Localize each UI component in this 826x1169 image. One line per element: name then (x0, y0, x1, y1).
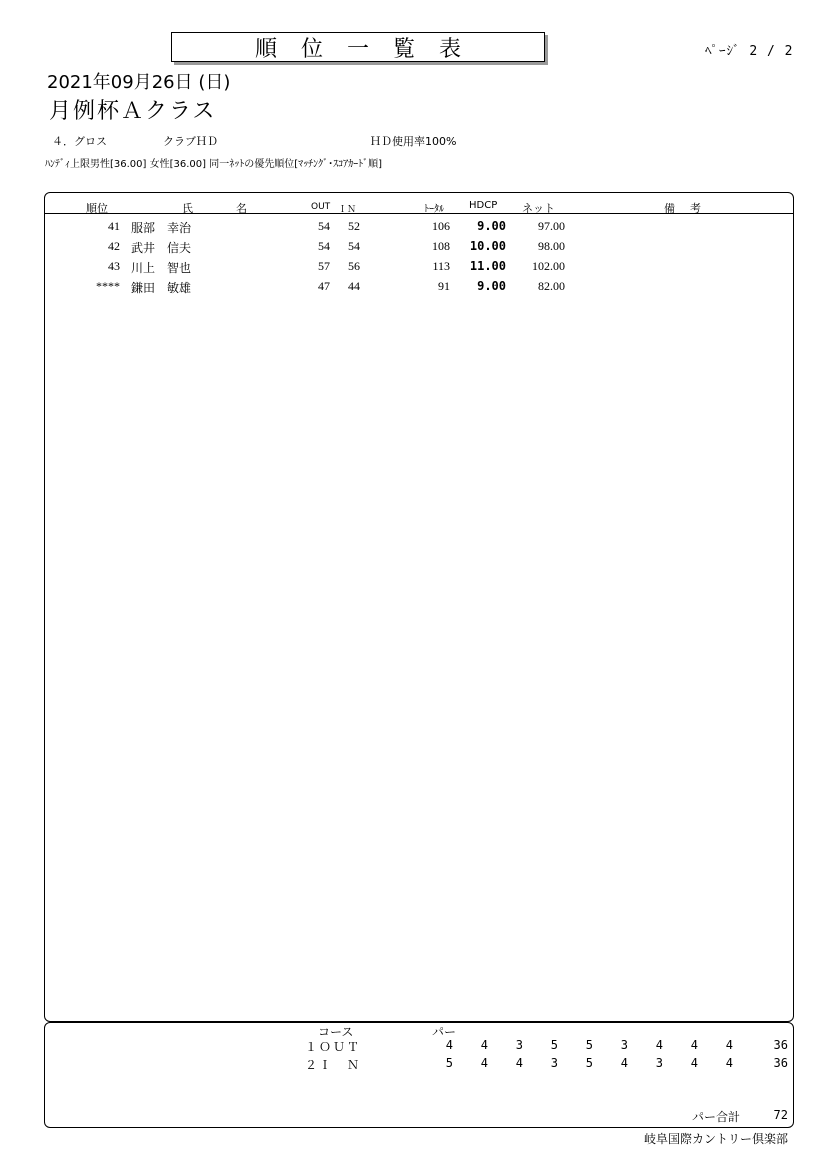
par-cell: 4 (480, 1038, 488, 1052)
par-cell: 3 (620, 1038, 628, 1052)
row-net: 82.00 (538, 279, 565, 293)
row-net: 102.00 (532, 259, 565, 273)
par-total-value: 72 (773, 1108, 788, 1122)
par-cell: 3 (655, 1056, 663, 1070)
report-title (171, 32, 545, 62)
par-total-in: 36 (773, 1056, 788, 1070)
row-out: 47 (318, 279, 330, 293)
row-in: 52 (348, 219, 360, 233)
row-out: 54 (318, 239, 330, 253)
row-rank: 41 (108, 219, 120, 233)
row-net: 98.00 (538, 239, 565, 253)
row-hdcp: 9.00 (477, 279, 506, 293)
par-cell: 5 (550, 1038, 558, 1052)
row-hdcp: 9.00 (477, 219, 506, 233)
col-in-header: ＩＮ (338, 205, 357, 215)
par-cell: 4 (445, 1038, 453, 1052)
course-header: コース (318, 1025, 354, 1039)
col-out-header: OUT (311, 202, 331, 212)
row-name: 服部 幸治 (131, 221, 192, 235)
row-hdcp: 10.00 (469, 239, 506, 253)
handicap-note: ﾊﾝﾃﾞｨ上限男性[36.00] 女性[36.00] 同一ﾈｯﾄの優先順位[ﾏｯﾁﾝｸﾞ･ｽｺｱｶｰﾄﾞ順] (45, 159, 383, 170)
par-total-label: パー合計 (692, 1110, 741, 1124)
header-divider (44, 213, 794, 214)
hd-rate-label: ＨＤ使用率100% (370, 135, 457, 148)
par-cell: 4 (655, 1038, 663, 1052)
par-cell: 5 (445, 1056, 453, 1070)
col-name-header-1: 氏 (182, 202, 193, 215)
row-net: 97.00 (538, 219, 565, 233)
par-cell: 5 (585, 1056, 593, 1070)
row-hdcp: 11.00 (469, 259, 506, 273)
competition-name: 月例杯Ａクラス (49, 99, 217, 124)
row-total: 113 (432, 259, 450, 273)
par-cell: 5 (585, 1038, 593, 1052)
par-cell: 4 (515, 1056, 523, 1070)
row-total: 108 (432, 239, 450, 253)
category-label: ４．グロス (52, 135, 107, 148)
col-remarks-header-2: 考 (690, 202, 701, 215)
row-out: 54 (318, 219, 330, 233)
col-rank-header: 順位 (86, 202, 108, 215)
row-name: 川上 智也 (131, 261, 192, 275)
row-name: 鎌田 敏雄 (131, 281, 192, 295)
report-title-text: 順位一覧表 (254, 36, 485, 62)
col-remarks-header-1: 備 (664, 202, 675, 215)
col-name-header-2: 名 (236, 202, 247, 215)
par-cell: 3 (515, 1038, 523, 1052)
course-name-in: ２Ｉ Ｎ (305, 1058, 362, 1072)
par-total-out: 36 (773, 1038, 788, 1052)
row-in: 44 (348, 279, 360, 293)
par-cell: 4 (725, 1038, 733, 1052)
row-in: 56 (348, 259, 360, 273)
par-cell: 4 (620, 1056, 628, 1070)
par-header: パー (432, 1025, 457, 1039)
par-cell: 4 (690, 1056, 698, 1070)
row-total: 91 (438, 279, 450, 293)
row-in: 54 (348, 239, 360, 253)
row-rank: 42 (108, 239, 120, 253)
row-out: 57 (318, 259, 330, 273)
par-cell: 4 (725, 1056, 733, 1070)
page-indicator: ﾍﾟｰｼﾞ 2 / 2 (705, 44, 794, 59)
par-cell: 4 (480, 1056, 488, 1070)
course-par-box (44, 1022, 794, 1128)
row-name: 武井 信夫 (131, 241, 192, 255)
col-hdcp-header: HDCP (469, 200, 498, 211)
club-hd-label: クラブＨＤ (163, 135, 218, 148)
event-date: 2021年09月26日 (日) (47, 72, 231, 93)
course-name-out: １ＯＵＴ (305, 1040, 362, 1054)
results-table (44, 192, 794, 1022)
club-name: 岐阜国際カントリー倶楽部 (643, 1132, 788, 1146)
col-net-header: ネット (522, 202, 555, 215)
par-cell: 4 (690, 1038, 698, 1052)
col-total-header: ﾄｰﾀﾙ (424, 204, 444, 215)
par-cell: 3 (550, 1056, 558, 1070)
row-rank: 43 (108, 259, 120, 273)
row-rank: **** (96, 279, 120, 293)
row-total: 106 (432, 219, 450, 233)
